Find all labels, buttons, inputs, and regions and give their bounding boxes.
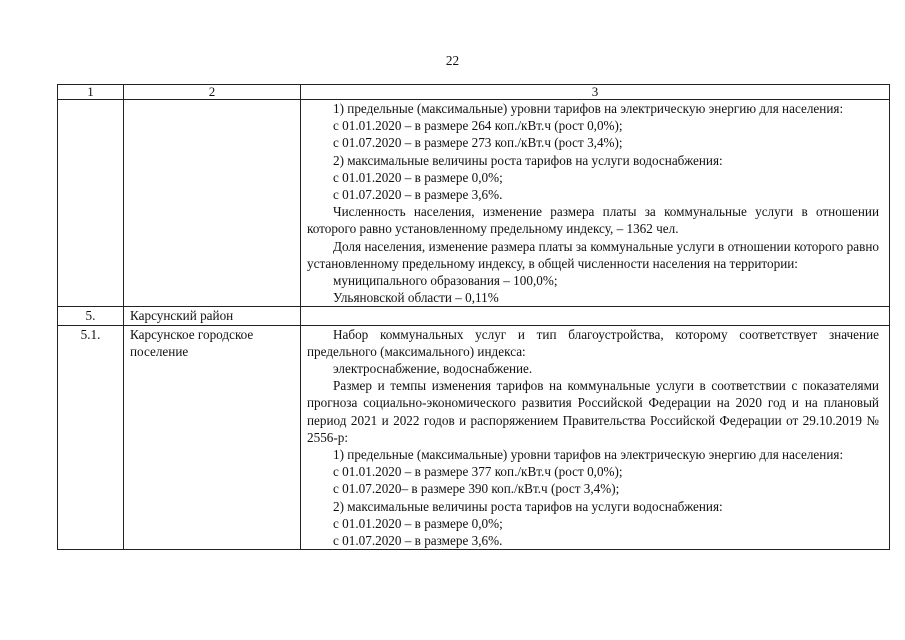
paragraph: 2) максимальные величины роста тарифов на услуги водоснабжения: [333,152,723,168]
paragraph: Размер и темпы изменения тарифов на коммунальные услуги в соответствии с показателями прогноза социально-экономического развития Российской Федерации на 2020 год и на плановый период 2021 и 2022 годов и распоряжением Правительства Российской Федерации от 29.10.2019 № 2556-р: [307,378,879,445]
paragraph: 2) максимальные величины роста тарифов на услуги водоснабжения: [333,498,723,514]
table-row [58,325,890,550]
paragraph: Доля населения, изменение размера платы за коммунальные услуги в отношении которого равно установленному предельному индексу, в общей численности населения на территории: [307,238,879,271]
paragraph: с 01.01.2020 – в размере 0,0%; [333,169,503,185]
paragraph: с 01.07.2020 – в размере 3,6%. [333,533,503,549]
paragraph: 1) предельные (максимальные) уровни тарифов на электрическую энергию для населения: [333,447,844,463]
paragraph: с 01.07.2020 – в размере 273 коп./кВт.ч (рост 3,4%); [333,135,623,151]
paragraph: с 01.01.2020 – в размере 377 коп./кВт.ч (рост 0,0%); [333,464,623,480]
paragraph: Ульяновской области – 0,11% [333,290,499,306]
row-number: 5.1. [58,325,124,550]
header-cell-3: 3 [301,85,890,100]
row-name: Карсунское городское поселение [124,325,301,550]
paragraph: с 01.01.2020 – в размере 0,0%; [333,515,503,531]
paragraph: с 01.07.2020 – в размере 3,6%. [333,187,503,203]
row-content [301,100,890,307]
row-content [301,307,890,325]
table-header-row [58,85,890,100]
paragraph: с 01.07.2020– в размере 390 коп./кВт.ч (рост 3,4%); [333,481,620,497]
row-number [58,100,124,307]
row-name [124,100,301,307]
tariff-table [57,84,890,550]
paragraph: Набор коммунальных услуг и тип благоустройства, которому соответствует значение предельного (максимального) индекса: [307,326,879,359]
row-content [301,325,890,550]
page-number: 22 [445,53,460,68]
paragraph: электроснабжение, водоснабжение. [333,361,533,377]
row-number: 5. [58,307,124,325]
header-cell-1: 1 [58,85,124,100]
table-row [58,100,890,307]
paragraph: с 01.01.2020 – в размере 264 коп./кВт.ч (рост 0,0%); [333,118,623,134]
paragraph: Численность населения, изменение размера платы за коммунальные услуги в отношении которого равно установленному предельному индексу, – 1362 чел. [307,204,879,237]
paragraph: муниципального образования – 100,0%; [333,273,558,289]
row-name: Карсунский район [124,307,301,325]
paragraph: 1) предельные (максимальные) уровни тарифов на электрическую энергию для населения: [333,101,844,116]
table-row [58,307,890,325]
header-cell-2: 2 [124,85,301,100]
